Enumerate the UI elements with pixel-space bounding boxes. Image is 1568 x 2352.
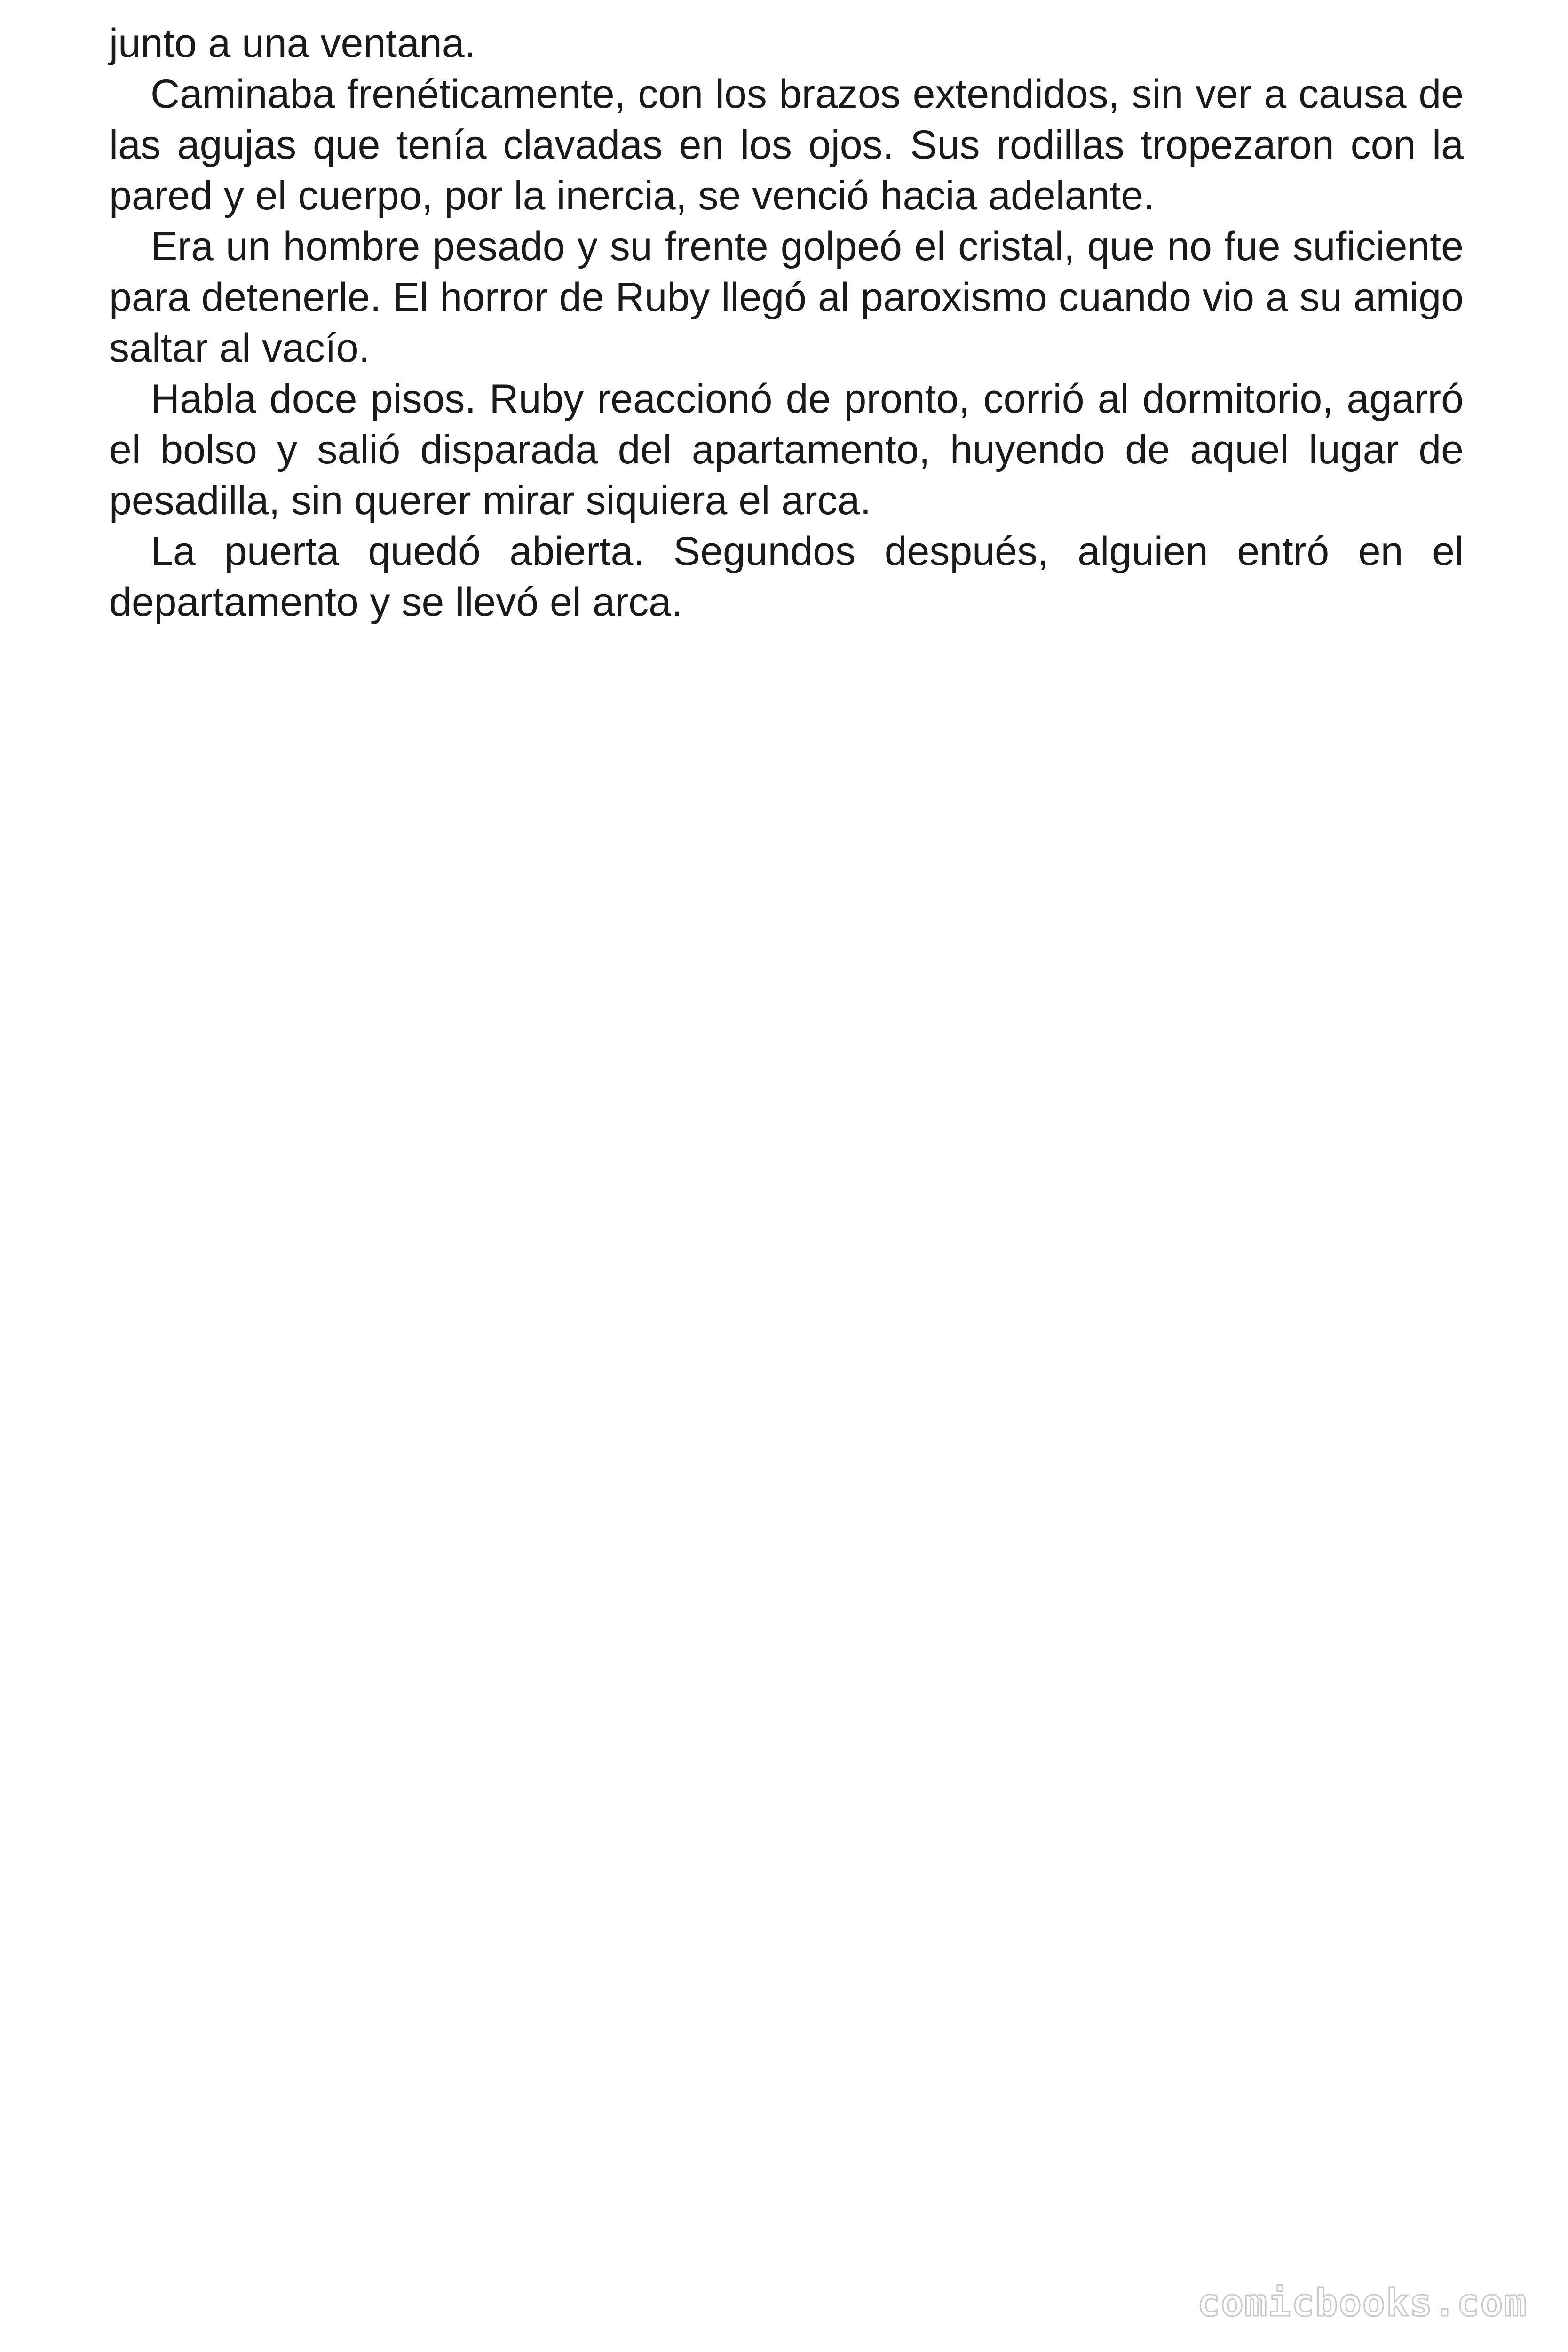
paragraph-continuation: junto a una ventana. — [109, 21, 476, 66]
paragraph: Habla doce pisos. Ruby reaccionó de pronto, corrió al dormitorio, agarró el bolso y salió disparada del apartamento, huyendo de aquel lugar de pesadilla, sin querer mirar siquiera el arca. — [109, 376, 1464, 523]
watermark: comicbooks.com — [1197, 2281, 1528, 2325]
paragraph: La puerta quedó abierta. Segundos después, alguien entró en el departamento y se llevó el arca. — [109, 529, 1464, 625]
paragraph: Caminaba frenéticamente, con los brazos extendidos, sin ver a causa de las agujas que tenía clavadas en los ojos. Sus rodillas tropezaron con la pared y el cuerpo, por la inercia, se venció hacia adelante. — [109, 72, 1464, 218]
paragraph: Era un hombre pesado y su frente golpeó el cristal, que no fue suficiente para detenerle. El horror de Ruby llegó al paroxismo cuando vio a su amigo saltar al vacío. — [109, 224, 1464, 371]
page-text — [109, 18, 1464, 628]
